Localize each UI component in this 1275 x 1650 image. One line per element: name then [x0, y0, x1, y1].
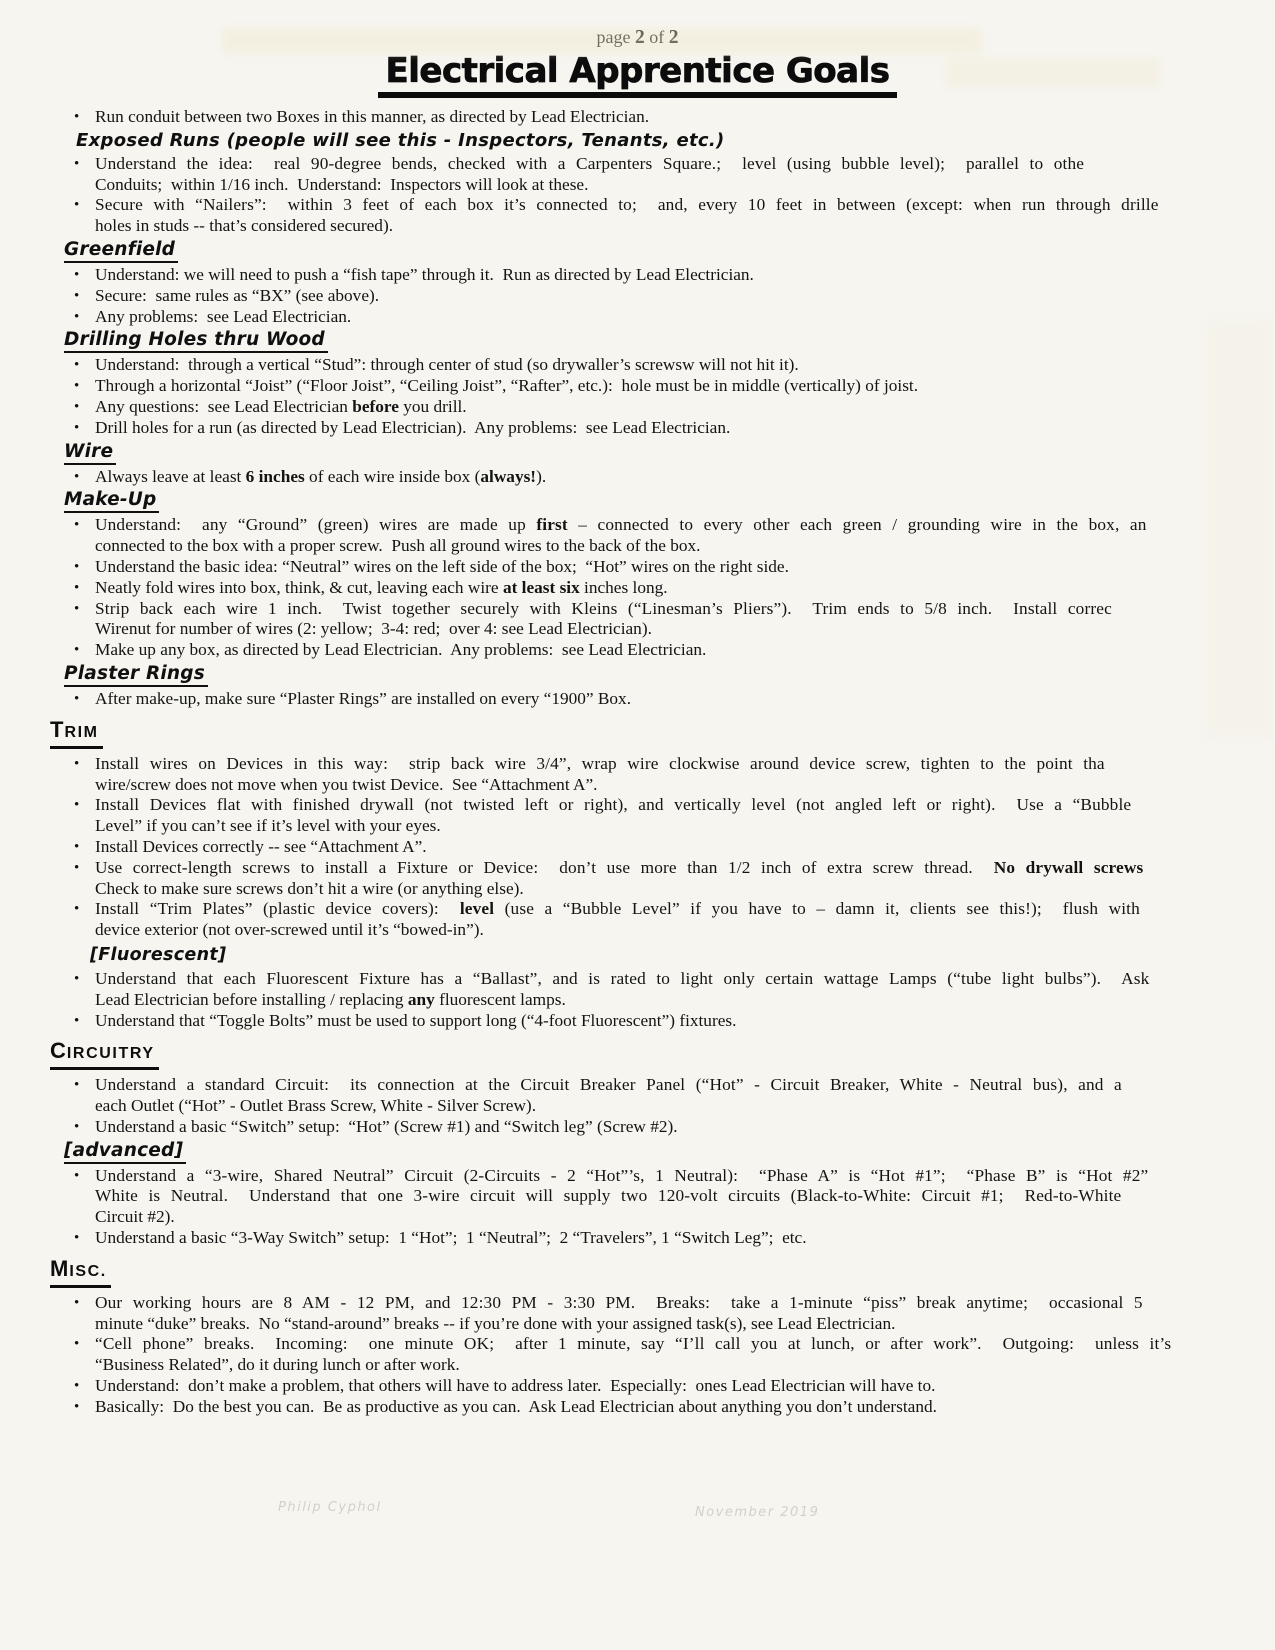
bullet-item [50, 795, 1275, 837]
bullet-dot-icon: • [74, 468, 80, 485]
bullet-item [50, 858, 1275, 900]
bullet-item [50, 418, 1275, 439]
bullet-text [95, 307, 1275, 328]
text-line: Check to make sure screws don’t hit a wire (or anything else). [95, 878, 524, 898]
bullet-text [95, 557, 1275, 578]
text-line: Secure with “Nailers”: within 3 feet of each box it’s connected to; and, every 10 feet in between (except: when run through drille [95, 195, 1159, 215]
text-line: Lead Electrician before installing / replacing any fluorescent lamps. [95, 989, 566, 1009]
heading-initial: M [50, 1255, 70, 1281]
text-line: Always leave at least 6 inches of each wire inside box (always!). [95, 466, 547, 486]
bullet-dot-icon: • [74, 797, 80, 814]
bullet-item [50, 1117, 1275, 1138]
text-line: Understand a “3-wire, Shared Neutral” Circuit (2-Circuits - 2 “Hot”’s, 1 Neutral): “Phase A” is “Hot #1”; “Phase B” is “Hot #2” [95, 1165, 1149, 1185]
bullet-dot-icon: • [74, 970, 80, 987]
bullet-item [50, 265, 1275, 286]
document-title: Electrical Apprentice Goals [378, 51, 898, 98]
bullet-dot-icon: • [74, 755, 80, 772]
bullet-dot-icon: • [74, 1294, 80, 1311]
bullet-text [95, 754, 1275, 796]
bullet-text [95, 689, 1275, 710]
bullet-text [95, 467, 1275, 488]
bullet-text [95, 1117, 1275, 1138]
bullet-text [95, 1075, 1275, 1117]
bullet-text [95, 1166, 1275, 1228]
heading-rest: RIM [64, 723, 99, 741]
subsection-heading-text: [Fluorescent] [90, 944, 227, 965]
bullet-text [95, 1376, 1275, 1397]
text-line: Understand: any “Ground” (green) wires are made up first – connected to every other each green / grounding wire in the box, an [95, 515, 1147, 535]
text-line: Understand the idea: real 90-degree bends, checked with a Carpenters Square.; level (using bubble level); parallel to othe [95, 153, 1085, 173]
bullet-item [50, 837, 1275, 858]
bullet-item [50, 515, 1275, 557]
text-line: Our working hours are 8 AM - 12 PM, and 12:30 PM - 3:30 PM. Breaks: take a 1-minute “piss” break anytime; occasional 5 [95, 1292, 1143, 1312]
text-line: Understand the basic idea: “Neutral” wires on the left side of the box; “Hot” wires on the right side. [95, 556, 789, 576]
bullet-item [50, 754, 1275, 796]
bullet-dot-icon: • [74, 197, 80, 214]
subsection-heading [64, 489, 1275, 513]
section-heading [50, 1257, 1275, 1288]
bullet-item [50, 1376, 1275, 1397]
text-line: Understand: don’t make a problem, that others will have to address later. Especially: ones Lead Electrician will have to. [95, 1376, 936, 1396]
bullet-text [95, 265, 1275, 286]
bullet-text [95, 515, 1275, 557]
bullet-text [95, 195, 1275, 237]
subsection-heading [64, 329, 1275, 353]
text-line: Basically: Do the best you can. Be as productive as you can. Ask Lead Electrician about anything you don’t understand. [95, 1396, 937, 1416]
bullet-item [50, 1011, 1275, 1032]
document-body [50, 107, 1275, 1418]
text-line: Secure: same rules as “BX” (see above). [95, 285, 380, 305]
bullet-item [50, 355, 1275, 376]
section-heading-text [50, 718, 103, 749]
bullet-text [95, 376, 1275, 397]
bullet-item [50, 1334, 1275, 1376]
bullet-dot-icon: • [74, 1077, 80, 1094]
text-line: Any questions: see Lead Electrician before you drill. [95, 396, 467, 416]
heading-rest: ISC. [69, 1262, 107, 1280]
text-line: holes in studs -- that’s considered secured). [95, 216, 394, 236]
text-line: Through a horizontal “Joist” (“Floor Joist”, “Ceiling Joist”, “Rafter”, etc.): hole must be in middle (vertically) of joist. [95, 376, 919, 396]
text-line: connected to the box with a proper screw. Push all ground wires to the back of the box. [95, 536, 701, 556]
subsection-heading [76, 129, 1275, 153]
title-wrap [0, 51, 1275, 98]
text-line: Conduits; within 1/16 inch. Understand: Inspectors will look at these. [95, 174, 589, 194]
bullet-dot-icon: • [74, 838, 80, 855]
text-line: Run conduit between two Boxes in this manner, as directed by Lead Electrician. [95, 107, 650, 126]
bullet-text [95, 286, 1275, 307]
bullet-dot-icon: • [74, 1118, 80, 1135]
bullet-dot-icon: • [74, 287, 80, 304]
text-line: “Business Related”, do it during lunch or after work. [95, 1355, 460, 1375]
bullet-item [50, 154, 1275, 196]
text-line: Drill holes for a run (as directed by Lead Electrician). Any problems: see Lead Electrician. [95, 417, 731, 437]
text-line: Level” if you can’t see if it’s level with your eyes. [95, 816, 441, 836]
heading-initial: T [50, 716, 65, 742]
bullet-dot-icon: • [74, 308, 80, 325]
subsection-heading [64, 663, 1275, 687]
text-line: White is Neutral. Understand that one 3-wire circuit will supply two 120-volt circuits (Black-to-White: Circuit #1; Red-to-White [95, 1186, 1122, 1206]
bullet-text [95, 154, 1275, 196]
bullet-item [50, 286, 1275, 307]
bullet-dot-icon: • [74, 1230, 80, 1247]
page-number-label: page 2 of 2 [596, 27, 679, 48]
section-heading [50, 1039, 1275, 1070]
bullet-text [95, 640, 1275, 661]
subsection-heading [90, 944, 1275, 967]
bullet-item [50, 1293, 1275, 1335]
bullet-dot-icon: • [74, 266, 80, 283]
text-line: Understand that “Toggle Bolts” must be used to support long (“4-foot Fluorescent”) fixtures. [95, 1010, 737, 1030]
bullet-item [50, 107, 1275, 128]
bullet-item [50, 969, 1275, 1011]
bullet-dot-icon: • [74, 859, 80, 876]
text-line: Install wires on Devices in this way: strip back wire 3/4”, wrap wire clockwise around device screw, tighten to the point tha [95, 753, 1105, 773]
bullet-text [95, 355, 1275, 376]
section-heading-text [50, 1039, 159, 1070]
subsection-heading-text: Greenfield [64, 239, 178, 263]
bullet-item [50, 397, 1275, 418]
text-line: device exterior (not over-screwed until it’s “bowed-in”). [95, 920, 484, 940]
bullet-text [95, 599, 1275, 641]
text-line: Make up any box, as directed by Lead Electrician. Any problems: see Lead Electrician. [95, 640, 707, 660]
bullet-item [50, 640, 1275, 661]
heading-rest: IRCUITRY [66, 1045, 155, 1063]
subsection-heading-text: Make-Up [64, 489, 159, 513]
text-line: Use correct-length screws to install a Fixture or Device: don’t use more than 1/2 inch of extra screw thread. No drywall screws [95, 857, 1144, 877]
bullet-text [95, 858, 1275, 900]
bullet-item [50, 467, 1275, 488]
text-line: Install Devices flat with finished drywall (not twisted left or right), and vertically level (not angled left or right). Use a “Bubble [95, 795, 1132, 815]
bullet-item [50, 578, 1275, 599]
bullet-text [95, 578, 1275, 599]
bullet-item [50, 1075, 1275, 1117]
text-line: Install “Trim Plates” (plastic device covers): level (use a “Bubble Level” if you have to – damn it, clients see this!); flush with [95, 899, 1140, 919]
text-line: minute “duke” breaks. No “stand-around” breaks -- if you’re done with your assigned task(s), see Lead Electrician. [95, 1313, 896, 1333]
bullet-dot-icon: • [74, 357, 80, 374]
footer-handwriting-left: Philip Cyphol [278, 1500, 382, 1515]
bullet-dot-icon: • [74, 1012, 80, 1029]
text-line: Understand: through a vertical “Stud”: through center of stud (so drywaller’s screwsw will not hit it). [95, 355, 799, 375]
subsection-heading [64, 1140, 1275, 1164]
section-heading [50, 718, 1275, 749]
subsection-heading [64, 441, 1275, 465]
bullet-item [50, 376, 1275, 397]
section-heading-text [50, 1257, 111, 1288]
bullet-text [95, 795, 1275, 837]
heading-initial: C [50, 1038, 67, 1064]
bullet-dot-icon: • [74, 155, 80, 172]
text-line: Neatly fold wires into box, think, & cut, leaving each wire at least six inches long. [95, 577, 668, 597]
text-line: Understand a basic “3-Way Switch” setup: 1 “Hot”; 1 “Neutral”; 2 “Travelers”, 1 “Switch Leg”; etc. [95, 1228, 807, 1248]
bullet-text [95, 837, 1275, 858]
text-line: Wirenut for number of wires (2: yellow; 3-4: red; over 4: see Lead Electrician). [95, 619, 652, 639]
text-line: “Cell phone” breaks. Incoming: one minute OK; after 1 minute, say “I’ll call you at lunch, or after work”. Outgoing: unless it’s [95, 1334, 1172, 1354]
text-line: Circuit #2). [95, 1207, 175, 1227]
bullet-text [95, 107, 1275, 128]
bullet-text [95, 1011, 1275, 1032]
subsection-heading-text: Exposed Runs (people will see this - Inspectors, Tenants, etc.) [76, 129, 725, 151]
footer-handwriting-right: November 2019 [695, 1505, 820, 1520]
text-line: each Outlet (“Hot” - Outlet Brass Screw, White - Silver Screw). [95, 1096, 537, 1116]
text-line: Any problems: see Lead Electrician. [95, 306, 352, 326]
subsection-heading-text: [advanced] [64, 1140, 186, 1164]
text-line: Understand that each Fluorescent Fixture has a “Ballast”, and is rated to light only certain wattage Lamps (“tube light bulbs”). Ask [95, 968, 1150, 988]
bullet-item [50, 557, 1275, 578]
bullet-text [95, 1228, 1275, 1249]
bullet-dot-icon: • [74, 1378, 80, 1395]
bullet-text [95, 1293, 1275, 1335]
bullet-dot-icon: • [74, 517, 80, 534]
bullet-item [50, 1166, 1275, 1228]
bullet-dot-icon: • [74, 109, 80, 125]
bullet-text [95, 899, 1275, 941]
text-line: Understand a basic “Switch” setup: “Hot” (Screw #1) and “Switch leg” (Screw #2). [95, 1116, 678, 1136]
bullet-item [50, 689, 1275, 710]
bullet-dot-icon: • [74, 600, 80, 617]
bullet-item [50, 899, 1275, 941]
text-line: Understand a standard Circuit: its connection at the Circuit Breaker Panel (“Hot” - Circuit Breaker, White - Neutral bus), and a [95, 1075, 1122, 1095]
bullet-dot-icon: • [74, 558, 80, 575]
bullet-dot-icon: • [74, 419, 80, 436]
text-line: Understand: we will need to push a “fish tape” through it. Run as directed by Lead Electrician. [95, 264, 754, 284]
subsection-heading-text: Plaster Rings [64, 663, 208, 687]
bullet-item [50, 599, 1275, 641]
bullet-item [50, 1228, 1275, 1249]
bullet-dot-icon: • [74, 1398, 80, 1415]
bullet-item [50, 307, 1275, 328]
text-line: Strip back each wire 1 inch. Twist together securely with Kleins (“Linesman’s Pliers”). Trim ends to 5/8 inch. Install correc [95, 598, 1112, 618]
bullet-text [95, 397, 1275, 418]
text-line: wire/screw does not move when you twist Device. See “Attachment A”. [95, 774, 598, 794]
subsection-heading-text: Drilling Holes thru Wood [64, 329, 328, 353]
bullet-dot-icon: • [74, 398, 80, 415]
bullet-item [50, 195, 1275, 237]
bullet-text [95, 1397, 1275, 1418]
text-line: After make-up, make sure “Plaster Rings” are installed on every “1900” Box. [95, 688, 632, 708]
bullet-dot-icon: • [74, 579, 80, 596]
bullet-item [50, 1397, 1275, 1418]
subsection-heading [64, 239, 1275, 263]
bullet-text [95, 1334, 1275, 1376]
subsection-heading-text: Wire [64, 441, 116, 465]
text-line: Install Devices correctly -- see “Attachment A”. [95, 836, 427, 856]
bullet-dot-icon: • [74, 1167, 80, 1184]
bullet-dot-icon: • [74, 1336, 80, 1353]
bullet-text [95, 418, 1275, 439]
bullet-dot-icon: • [74, 642, 80, 659]
bullet-dot-icon: • [74, 901, 80, 918]
bullet-dot-icon: • [74, 690, 80, 707]
bullet-dot-icon: • [74, 378, 80, 395]
bullet-text [95, 969, 1275, 1011]
